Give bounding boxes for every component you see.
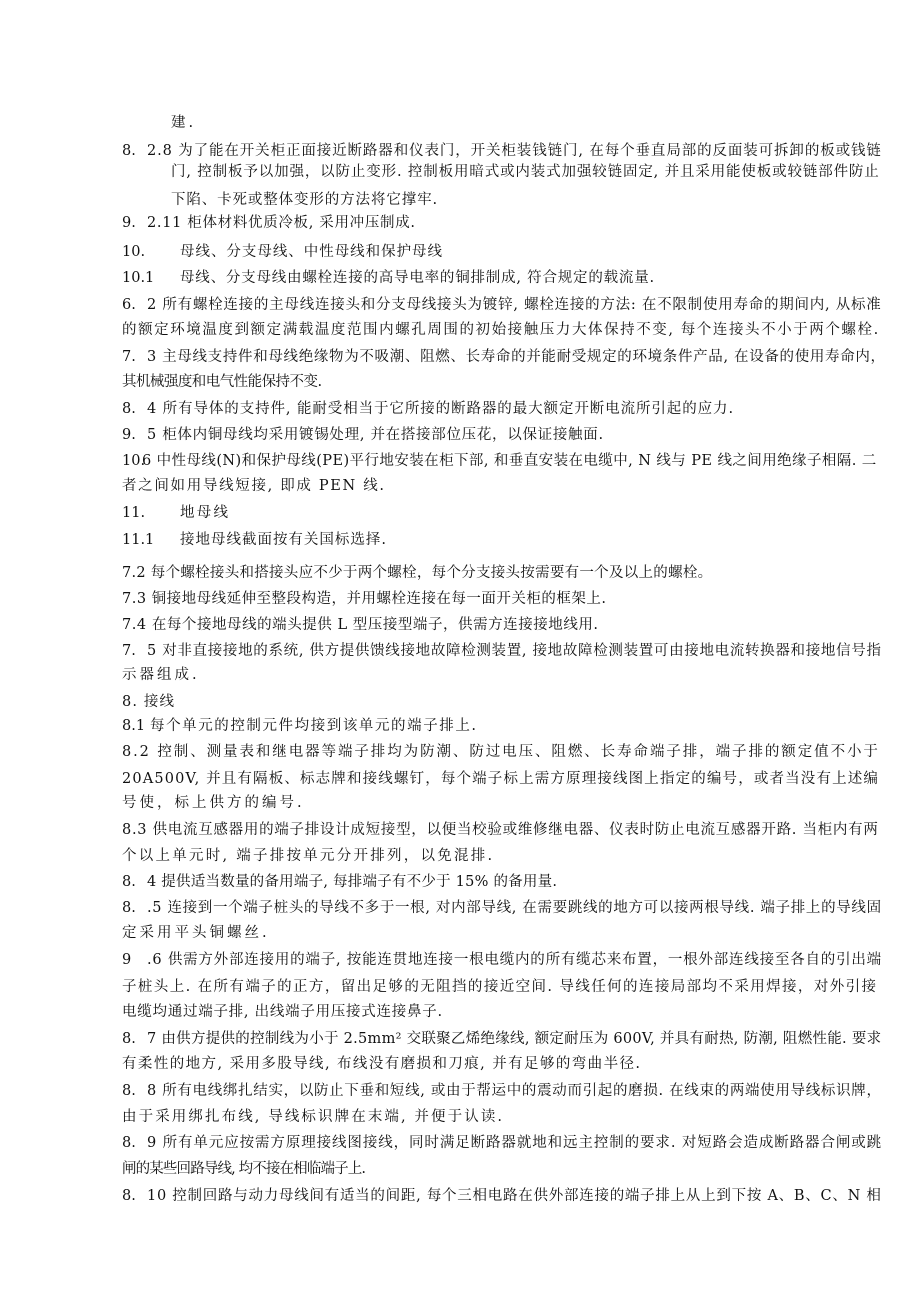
paragraph-text: 建.	[171, 115, 197, 131]
text-line	[0, 793, 920, 813]
text-line	[0, 1159, 920, 1179]
paragraph-text: 2.8 为了能在开关柜正面接近断路器和仪表门，开关柜装钱链门, 在每个垂直局部的反面装可拆卸的板或钱链	[147, 143, 882, 159]
text-line	[0, 425, 920, 445]
text-line	[0, 641, 920, 661]
section-number: 8.	[122, 1031, 136, 1047]
paragraph-text: 地母线	[180, 505, 231, 521]
text-line	[0, 190, 920, 210]
paragraph-text: 7 由供方提供的控制线为小于 2.5mm² 交联聚乙烯绝缘线, 额定耐压为 600V, 并具有耐热, 防潮, 阻燃性能. 要求	[147, 1031, 882, 1047]
text-line	[0, 977, 920, 997]
paragraph-text: 8.3 供电流互感器用的端子排设计成短接型，以便当校验或维修继电器、仪表时防止电流互感器开路. 当柜内有两	[122, 822, 879, 838]
text-line	[0, 615, 920, 635]
text-line	[0, 347, 920, 367]
section-number: 10.	[122, 453, 146, 469]
paragraph-text: 母线、分支母线、中性母线和保护母线	[180, 244, 443, 260]
text-line	[0, 1081, 920, 1101]
paragraph-text: 门, 控制板予以加强，以防止变形. 控制板用暗式或内装式加强较链固定, 并且采用能使板或较链部件防止	[171, 164, 880, 180]
paragraph-text: 子桩头上. 在所有端子的正方，留出足够的无阻挡的接近空间. 导线任何的连接局部均不采用焊接，对外引接	[122, 979, 878, 995]
section-number: 8.	[122, 1083, 136, 1099]
text-line	[0, 665, 920, 685]
section-number: 10.1	[122, 270, 155, 286]
paragraph-text: .5 连接到一个端子桩头的导线不多于一根, 对内部导线, 在需要跳线的地方可以接两根导线. 端子排上的导线固	[147, 900, 882, 916]
paragraph-text: 3 主母线支持件和母线绝缘物为不吸潮、阻燃、长寿命的并能耐受规定的环境条件产品, 在设备的使用寿命内，	[147, 349, 886, 365]
paragraph-text: 20A500V, 并且有隔板、标志牌和接线螺钉，每个端子标上需方原理接线图上指定的编号，或者当没有上述编	[122, 771, 880, 787]
paragraph-text: 的额定环境温度到额定满载温度范围内螺孔周围的初始接触压力大体保持不变, 每个连接头不小于两个螺栓.	[122, 322, 880, 338]
text-line	[0, 503, 920, 523]
text-line	[0, 399, 920, 419]
paragraph-text: 个以上单元时, 端子排按单元分开排列，以免混排.	[122, 848, 495, 864]
section-number: 8.	[122, 143, 136, 159]
text-line	[0, 769, 920, 789]
paragraph-text: 4 提供适当数量的备用端子, 每排端子有不少于 15% 的备用量.	[147, 874, 558, 890]
section-number: 6.	[122, 297, 136, 313]
paragraph-text: 电缆均通过端子排, 出线端子用压接式连接鼻子.	[122, 1004, 443, 1020]
text-line	[0, 563, 920, 583]
paragraph-text: 2.11 柜体材料优质冷板, 采用冲压制成.	[147, 215, 416, 231]
text-line	[0, 716, 920, 736]
text-line	[0, 1186, 920, 1206]
paragraph-text: 4 所有导体的支持件, 能耐受相当于它所接的断路器的最大额定开断电流所引起的应力.	[147, 401, 734, 417]
paragraph-text: 其机械强度和电气性能保持不变.	[122, 374, 322, 390]
text-line	[0, 162, 920, 182]
text-line	[0, 846, 920, 866]
text-line	[0, 820, 920, 840]
text-line	[0, 530, 920, 550]
section-number: 7.	[122, 643, 136, 659]
text-line	[0, 898, 920, 918]
section-number: 8.	[122, 874, 136, 890]
text-line	[0, 1107, 920, 1127]
text-line	[0, 950, 920, 970]
section-number: 8.1	[122, 718, 146, 734]
section-number: 11.	[122, 505, 146, 521]
text-line	[0, 872, 920, 892]
text-line	[0, 692, 920, 712]
paragraph-text: 闸的某些回路导线, 均不接在相临端子上.	[122, 1161, 366, 1177]
paragraph-text: 定采用平头铜螺丝.	[122, 925, 270, 941]
text-line	[0, 451, 920, 471]
text-line	[0, 1133, 920, 1153]
section-number: 8.	[122, 401, 136, 417]
paragraph-text: 母线、分支母线由螺栓连接的高导电率的铜排制成, 符合规定的载流量.	[180, 270, 655, 286]
paragraph-text: 者之间如用导线短接, 即成 PEN 线.	[122, 478, 386, 494]
text-line	[0, 113, 920, 133]
paragraph-text: 下陷、卡死或整体变形的方法将它撑牢.	[171, 192, 438, 208]
paragraph-text: 8.2 控制、测量表和继电器等端子排均为防潮、防过电压、阻燃、长寿命端子排，端子排的额定值不小于	[122, 744, 880, 760]
paragraph-text: 有柔性的地方, 采用多股导线, 布线没有磨损和刀痕, 并有足够的弯曲半径.	[122, 1056, 642, 1072]
paragraph-text: 接地母线截面按有关国标选择.	[180, 532, 387, 548]
paragraph-text: 10 控制回路与动力母线间有适当的间距, 每个三相电路在供外部连接的端子排上从上到下按 A、B、C、N 相	[147, 1188, 882, 1204]
paragraph-text: .6 供需方外部连接用的端子, 按能连贯地连接一根电缆内的所有缆芯来布置，一根外部连线接至各自的引出端	[147, 952, 882, 968]
section-number: 10.	[122, 244, 146, 260]
paragraph-text: 示器组成.	[122, 667, 200, 683]
section-number: 11.1	[122, 532, 155, 548]
text-line	[0, 372, 920, 392]
text-line	[0, 742, 920, 762]
text-line	[0, 268, 920, 288]
section-number: 8.	[122, 1188, 136, 1204]
paragraph-text: 8. 接线	[122, 694, 176, 710]
text-line	[0, 213, 920, 233]
text-line	[0, 1002, 920, 1022]
paragraph-text: 由于采用绑扎布线, 导线标识牌在末端, 并便于认读.	[122, 1109, 505, 1125]
section-number: 8.	[122, 900, 136, 916]
text-line	[0, 589, 920, 609]
paragraph-text: 号使，标上供方的编号.	[122, 795, 305, 811]
text-line	[0, 295, 920, 315]
paragraph-text: 2 所有螺栓连接的主母线连接头和分支母线接头为镀锌, 螺栓连接的方法: 在不限制使用寿命的期间内, 从标准	[147, 297, 882, 313]
paragraph-text: 6 中性母线(N)和保护母线(PE)平行地安装在柜下部, 和垂直安装在电缆中, N 线与 PE 线之间用绝缘子相隔. 二	[142, 453, 877, 469]
text-line	[0, 320, 920, 340]
paragraph-text: 5 对非直接接地的系统, 供方提供馈线接地故障检测装置, 接地故障检测装置可由接地电流转换器和接地信号指	[147, 643, 882, 659]
paragraph-text: 8 所有电线绑扎结实，以防止下垂和短线, 或由于帮运中的震动而引起的磨损. 在线束的两端使用导线标识牌，	[147, 1083, 882, 1099]
paragraph-text: 7.2 每个螺栓接头和搭接头应不少于两个螺栓，每个分支接头按需要有一个及以上的螺栓。	[122, 565, 713, 581]
paragraph-text: 5 柜体内铜母线均采用镀锡处理, 并在搭接部位压花，以保证接触面.	[147, 427, 604, 443]
text-line	[0, 1054, 920, 1074]
paragraph-text: 7.3 铜接地母线延伸至整段构造，并用螺栓连接在每一面开关柜的框架上.	[122, 591, 607, 607]
section-number: 9.	[122, 427, 136, 443]
text-line	[0, 141, 920, 161]
section-number: 7.	[122, 349, 136, 365]
paragraph-text: 9 所有单元应按需方原理接线图接线，同时满足断路器就地和远主控制的要求. 对短路会造成断路器合闸或跳	[147, 1135, 883, 1151]
paragraph-text: 7.4 在每个接地母线的端头提供 L 型压接型端子，供需方连接接地线用.	[122, 617, 599, 633]
text-line	[0, 476, 920, 496]
section-number: 9.	[122, 215, 136, 231]
text-line	[0, 242, 920, 262]
paragraph-text: 每个单元的控制元件均接到该单元的端子排上.	[150, 718, 478, 734]
text-line	[0, 1029, 920, 1049]
section-number: 8.	[122, 1135, 136, 1151]
text-line	[0, 923, 920, 943]
section-number: 9	[122, 952, 132, 968]
